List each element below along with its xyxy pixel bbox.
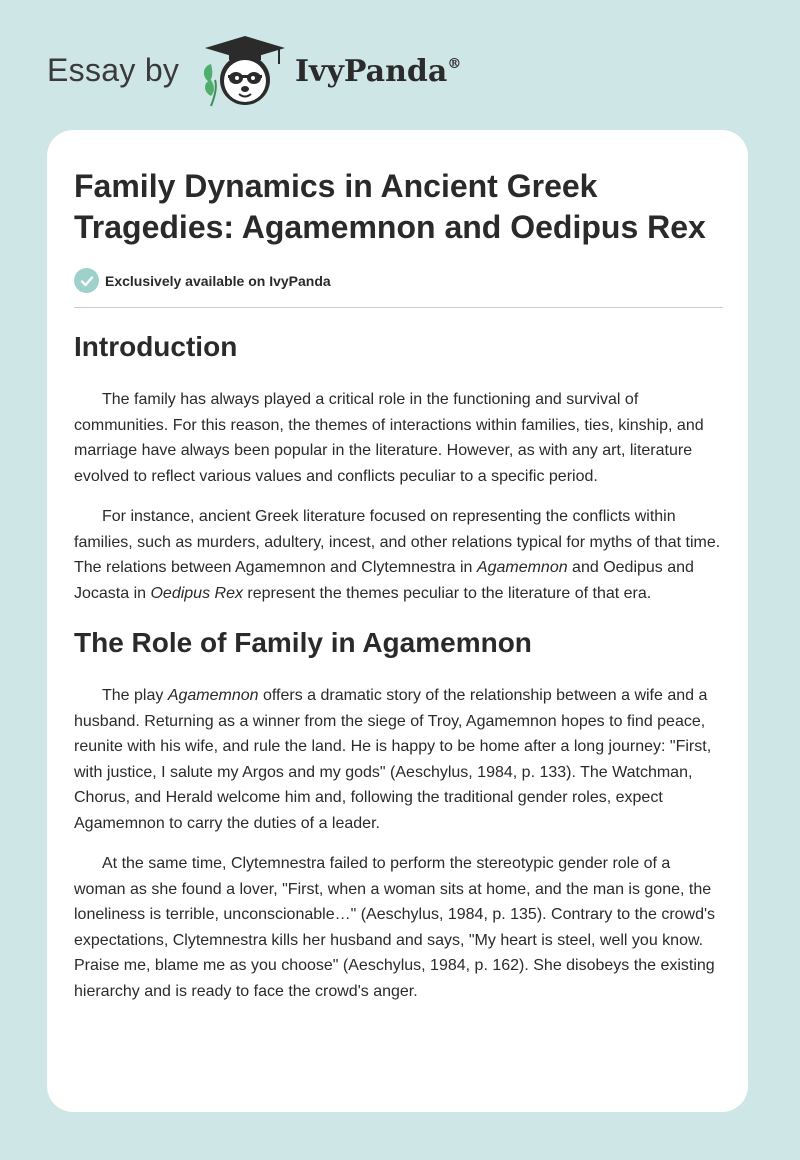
site-header bbox=[47, 34, 547, 114]
brand-name[interactable]: IvyPanda® bbox=[295, 54, 462, 89]
paragraph: The play Agamemnon offers a dramatic story of the relationship between a wife and a husband. Returning as a winner from the siege of Troy, Agamemnon hopes to find peace, reunite with his wife, and rule the land. He is happy to be home after a long journey: "First, with justice, I salute my Argos and my gods" (Aeschylus, 1984, p. 133). The Watchman, Chorus, and Herald welcome him and, following the traditional gender roles, expect Agamemnon to carry the duties of a leader. bbox=[74, 687, 712, 832]
section-heading-role-of-family: The Role of Family in Agamemnon bbox=[74, 627, 532, 658]
divider bbox=[74, 307, 723, 308]
registered-mark: ® bbox=[447, 56, 462, 72]
check-icon bbox=[74, 268, 99, 293]
panda-logo-icon[interactable] bbox=[199, 34, 291, 110]
essay-title: Family Dynamics in Ancient Greek Tragedies: Agamemnon and Oedipus Rex bbox=[74, 168, 706, 245]
exclusive-badge bbox=[74, 268, 722, 293]
badge-text: Exclusively available on IvyPanda bbox=[105, 272, 331, 289]
paragraph: For instance, ancient Greek literature focused on representing the conflicts within families, such as murders, adultery, incest, and other relations typical for myths of that time. The relations between Agamemnon and Clytemnestra in Agamemnon and Oedipus and Jocasta in Oedipus Rex represent the themes peculiar to the literature of that era. bbox=[74, 508, 721, 602]
essay-by-label: Essay by bbox=[47, 52, 180, 88]
section-heading-introduction: Introduction bbox=[74, 331, 238, 362]
paragraph: At the same time, Clytemnestra failed to perform the stereotypic gender role of a woman as she found a lover, "First, when a woman sits at home, and the man is gone, the loneliness is terrible, unconscionable…" (Aeschylus, 1984, p. 135). Contrary to the crowd's expectations, Clytemnestra kills her husband and says, "My heart is steel, well you know. Praise me, blame me as you choose" (Aeschylus, 1984, p. 162). She disobeys the existing hierarchy and is ready to face the crowd's anger. bbox=[74, 855, 716, 1000]
paragraph: The family has always played a critical role in the functioning and survival of communities. For this reason, the themes of interactions within families, ties, kinship, and marriage have always been popular in the literature. However, as with any art, literature evolved to reflect various values and conflicts peculiar to a specific period. bbox=[74, 391, 704, 485]
essay-card bbox=[47, 130, 748, 1112]
